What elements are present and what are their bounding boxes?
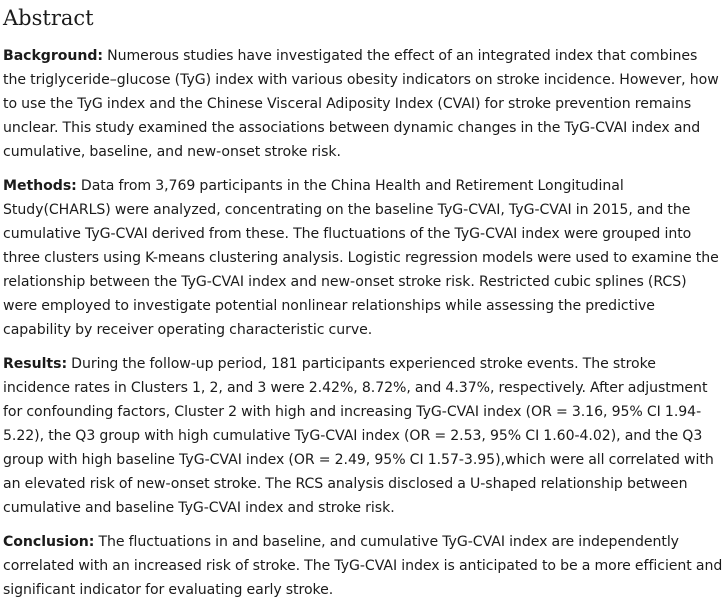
background-paragraph (3, 44, 726, 164)
methods-text: Data from 3,769 participants in the China Health and Retirement Longitudinal Study(CHARLS) were analyzed, concentrating on the baseline TyG-CVAI, TyG-CVAI in 2015, and the cumulative TyG-CVAI derived from these. The fluctuations of the TyG-CVAI index were grouped into three clusters using K-means clustering analysis. Logistic regression models were used to examine the relationship between the TyG-CVAI index and new-onset stroke risk. Restricted cubic splines (RCS) were employed to investigate potential nonlinear relationships while assessing the predictive capability by receiver operating characteristic curve. (3, 178, 719, 338)
results-text: During the follow-up period, 181 participants experienced stroke events. The stroke incidence rates in Clusters 1, 2, and 3 were 2.42%, 8.72%, and 4.37%, respectively. After adjustment for confounding factors, Cluster 2 with high and increasing TyG-CVAI index (OR = 3.16, 95% CI 1.94-5.22), the Q3 group with high cumulative TyG-CVAI index (OR = 2.53, 95% CI 1.60-4.02), and the Q3 group with high baseline TyG-CVAI index (OR = 2.49, 95% CI 1.57-3.95),which were all correlated with an elevated risk of new-onset stroke. The RCS analysis disclosed a U-shaped relationship between cumulative and baseline TyG-CVAI index and stroke risk. (3, 356, 714, 516)
conclusion-text: The fluctuations in and baseline, and cumulative TyG-CVAI index are independently correlated with an increased risk of stroke. The TyG-CVAI index is anticipated to be a more efficient and significant indicator for evaluating early stroke. (3, 534, 723, 598)
background-text: Numerous studies have investigated the effect of an integrated index that combines the triglyceride–glucose (TyG) index with various obesity indicators on stroke incidence. However, how to use the TyG index and the Chinese Visceral Adiposity Index (CVAI) for stroke prevention remains unclear. This study examined the associations between dynamic changes in the TyG-CVAI index and cumulative, baseline, and new-onset stroke risk. (3, 48, 719, 160)
methods-paragraph (3, 174, 726, 342)
conclusion-paragraph (3, 530, 726, 602)
background-label: Background: (3, 48, 103, 64)
results-paragraph (3, 352, 726, 520)
abstract-heading: Abstract (3, 6, 94, 30)
methods-label: Methods: (3, 178, 77, 194)
conclusion-label: Conclusion: (3, 534, 95, 550)
results-label: Results: (3, 356, 68, 372)
